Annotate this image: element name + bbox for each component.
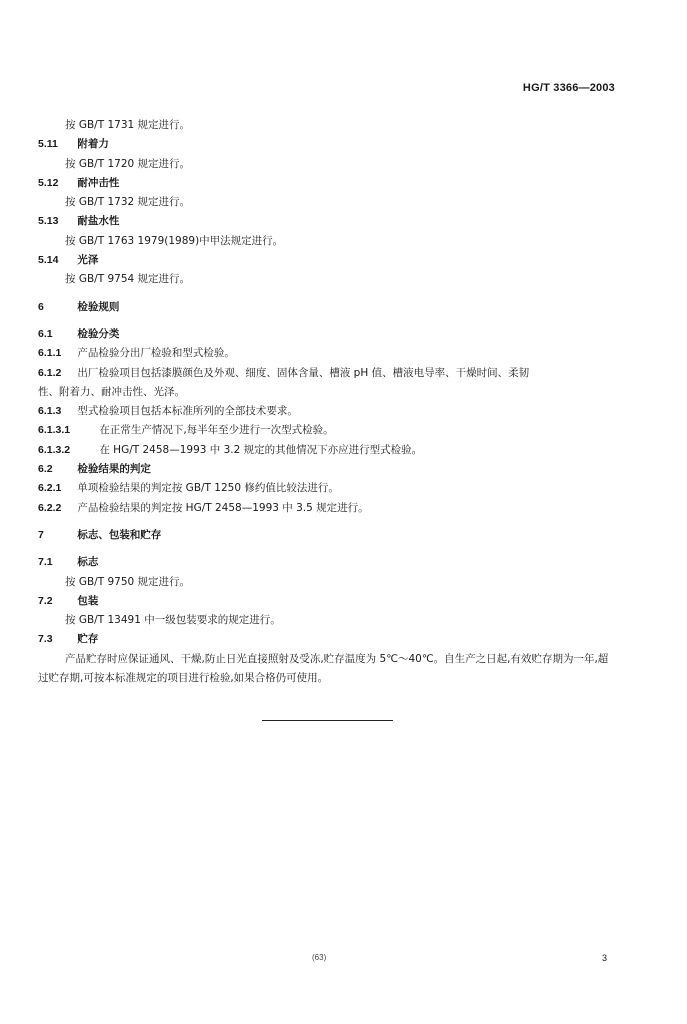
clause-number: 7.1	[38, 556, 53, 569]
clause-5-12-heading	[38, 174, 618, 193]
clause-number: 6.1.2	[38, 366, 62, 379]
section-number: 6	[38, 300, 44, 313]
clause-title: 标志	[77, 556, 99, 569]
clause-number: 6.2	[38, 463, 53, 476]
clause-text: 出厂检验项目包括漆膜颜色及外观、细度、固体含量、槽液 pH 值、槽液电导率、干燥时间、柔韧	[77, 366, 530, 379]
clause-6-1-2	[38, 364, 618, 383]
clause-6-1-1	[38, 344, 618, 363]
clause-number: 6.1	[38, 327, 53, 340]
clause-text: 按 GB/T 1731 规定进行。	[65, 119, 191, 131]
clause-text: 在 HG/T 2458—1993 中 3.2 规定的其他情况下亦应进行型式检验。	[99, 443, 423, 456]
clause-6-1-2-continuation: 性、附着力、耐冲击性、光泽。	[38, 385, 185, 398]
section-title: 检验规则	[77, 300, 120, 313]
clause-5-13-heading	[38, 212, 618, 231]
clause-number: 6.1.3.1	[38, 424, 71, 437]
clause-text: 产品检验分出厂检验和型式检验。	[77, 347, 235, 360]
clause-text: 按 GB/T 1732 规定进行。	[65, 196, 191, 209]
clause-6-2-heading	[38, 460, 618, 479]
clause-number: 7.3	[38, 633, 53, 646]
clause-6-2-1	[38, 479, 618, 498]
clause-title: 包装	[77, 594, 99, 607]
clause-number: 7.2	[38, 594, 53, 607]
clause-number: 6.2.1	[38, 482, 62, 495]
standard-code: HG/T 3366—2003	[522, 82, 615, 94]
clause-text: 产品检验结果的判定按 HG/T 2458—1993 中 3.5 规定进行。	[77, 501, 369, 514]
section-7-heading	[38, 526, 618, 545]
clause-number: 5.14	[38, 254, 59, 267]
clause-number: 6.2.2	[38, 501, 62, 514]
clause-text: 型式检验项目包括本标准所列的全部技术要求。	[77, 405, 298, 418]
end-rule	[262, 720, 393, 721]
clause-number: 5.12	[38, 176, 59, 189]
clause-text: 按 GB/T 1763 1979(1989)中甲法规定进行。	[65, 234, 284, 247]
clause-number: 6.1.3.2	[38, 443, 71, 456]
clause-title: 附着力	[77, 138, 109, 151]
clause-6-2-2	[38, 499, 618, 518]
clause-title: 贮存	[77, 633, 99, 646]
page-number: 3	[602, 953, 608, 963]
document-body	[38, 116, 618, 688]
clause-6-1-3-1	[38, 421, 618, 440]
clause-text: 按 GB/T 1720 规定进行。	[65, 157, 191, 170]
clause-5-11-heading	[38, 135, 618, 154]
clause-number: 5.13	[38, 215, 59, 228]
clause-title: 耐盐水性	[77, 215, 120, 228]
clause-title: 光泽	[77, 254, 99, 267]
clause-number: 6.1.1	[38, 347, 62, 360]
clause-text: 在正常生产情况下,每半年至少进行一次型式检验。	[99, 424, 334, 437]
clause-7-2-heading	[38, 592, 618, 611]
clause-number: 5.11	[38, 138, 58, 151]
clause-title: 检验结果的判定	[77, 463, 151, 476]
clause-text: 按 GB/T 13491 中一级包装要求的规定进行。	[65, 614, 281, 627]
clause-title: 耐冲击性	[77, 176, 120, 189]
section-number: 7	[38, 528, 44, 541]
clause-5-14-heading	[38, 251, 618, 270]
clause-7-3-heading	[38, 630, 618, 649]
clause-7-3-paragraph: 产品贮存时应保证通风、干燥,防止日光直接照射及受冻,贮存温度为 5℃～40℃。自生产之日起,有效贮存期为一年,超过贮存期,可按本标准规定的项目进行检验,如果合格仍可使用。	[38, 652, 609, 685]
section-6-heading	[38, 298, 618, 317]
clause-6-1-heading	[38, 325, 618, 344]
clause-text: 按 GB/T 9750 规定进行。	[65, 575, 191, 588]
clause-text: 单项检验结果的判定按 GB/T 1250 修约值比较法进行。	[77, 482, 339, 495]
clause-6-1-3	[38, 402, 618, 421]
clause-number: 6.1.3	[38, 405, 62, 418]
clause-title: 检验分类	[77, 327, 120, 340]
clause-6-1-3-2	[38, 441, 618, 460]
clause-text: 按 GB/T 9754 规定进行。	[65, 273, 191, 286]
clause-7-1-heading	[38, 553, 618, 572]
section-title: 标志、包装和贮存	[77, 528, 162, 541]
footer-page-mark: (63)	[312, 953, 327, 962]
